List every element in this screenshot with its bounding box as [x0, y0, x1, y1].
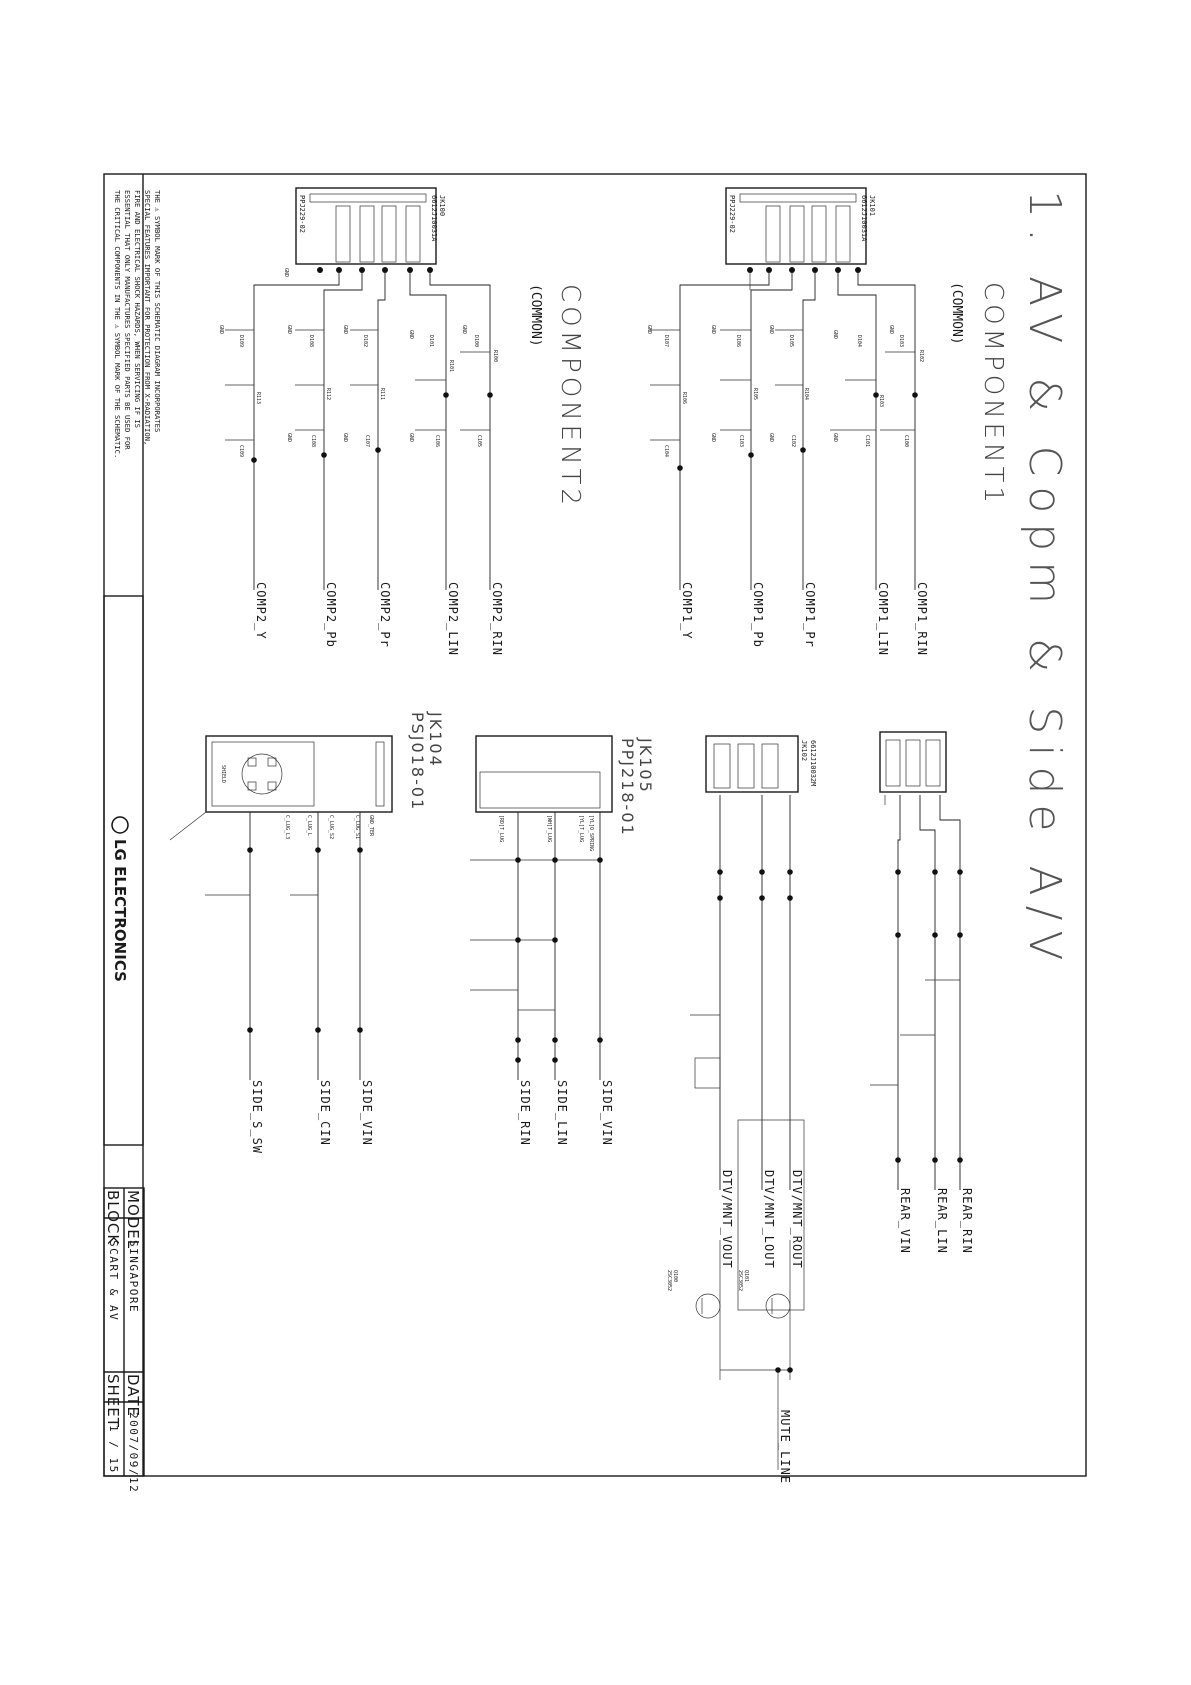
jk104-pin-l3: C_LUG_L3 [284, 815, 290, 840]
net-comp2-y: COMP2_Y [254, 582, 268, 640]
net-side-lin: SIDE_LIN [555, 1080, 569, 1146]
jk105-pin-2b: [WH]T_LUG [546, 815, 552, 843]
net-comp2-rin: COMP2_RIN [490, 582, 504, 657]
jk104-pin-l: C_LUG_L [306, 815, 312, 837]
part-d106: D106 [735, 335, 741, 348]
jk104-pin-s2: C_LUG_S2 [328, 815, 334, 840]
jk105-pin-2e: [RD]T_LUG [498, 815, 504, 843]
part-c109: C109 [238, 445, 244, 458]
note-line-2: SPECIAL FEATURES IMPORTANT FOR PROTECTION FROM X-RADIATION, [143, 190, 152, 446]
q100-part: 2SC3052 [666, 1270, 672, 1292]
comp1-net-labels [680, 582, 929, 656]
net-dtv-lout: DTV/MNT_LOUT [762, 1170, 776, 1269]
part-r104: R104 [803, 388, 809, 401]
part-d107: D107 [663, 335, 669, 348]
svg-text:GND: GND [342, 325, 348, 335]
note-line-1: THE ⚠ SYMBOL MARK OF THIS SCHEMATIC DIAGRAM INCORPORATES [153, 190, 162, 433]
jack-jk102 [706, 736, 817, 792]
part-d103: D103 [898, 335, 904, 348]
transistor-q101 [737, 1270, 790, 1318]
svg-text:GND: GND [832, 330, 838, 340]
transistor-q100 [666, 1270, 720, 1318]
jk105-wiring [470, 812, 600, 1080]
part-d104: D104 [856, 335, 862, 348]
part-d102: D102 [362, 335, 368, 348]
rear-wiring [870, 795, 960, 1190]
part-r100: R100 [492, 350, 498, 363]
jk105-net-labels [518, 1080, 614, 1146]
net-side-vin-a: SIDE_VIN [600, 1080, 614, 1146]
jk102-ref: JK102 [800, 740, 808, 762]
lg-logo [112, 817, 128, 833]
part-r113: R113 [255, 392, 261, 405]
comp1-parts [663, 335, 924, 457]
jk101-mfr: PPJ229-02 [728, 195, 736, 233]
dtv-net-labels [720, 1170, 804, 1484]
part-c104: C104 [663, 445, 669, 458]
svg-text:GND: GND [408, 330, 414, 340]
jk105-pin-3a: [YL]T_LUG [578, 815, 584, 843]
comp2-gnd-labels [218, 268, 467, 442]
svg-text:GND: GND [832, 433, 838, 443]
net-side-vin-s: SIDE_VIN [360, 1080, 374, 1146]
dtv-dots [717, 869, 793, 1373]
comp2-net-labels [254, 582, 504, 656]
part-c101: C101 [864, 435, 870, 448]
block-value: SCART & AV [107, 1240, 120, 1322]
net-dtv-vout: DTV/MNT_VOUT [720, 1170, 734, 1269]
title-block [104, 1188, 144, 1493]
part-d105: D105 [788, 335, 794, 348]
svg-text:GND: GND [710, 433, 716, 443]
jack-jk100 [296, 188, 446, 264]
svg-text:GND: GND [768, 433, 774, 443]
jk101-part: 6612J10031A [860, 195, 868, 242]
brand-logo-group [111, 817, 129, 982]
net-rear-vin: REAR_VIN [898, 1188, 912, 1254]
net-dtv-rout: DTV/MNT_ROUT [790, 1170, 804, 1269]
q101-part: 2SC3052 [737, 1270, 743, 1292]
jk100-ref: JK100 [438, 195, 446, 217]
part-r103: R103 [878, 395, 884, 408]
jk100-mfr: PPJ229-02 [298, 195, 306, 233]
component1-sub-group [949, 282, 964, 345]
sheet-label: SHEET [104, 1374, 122, 1428]
jack-jk101 [726, 188, 876, 264]
net-comp1-pr: COMP1_Pr [803, 582, 817, 648]
net-rear-lin: REAR_LIN [935, 1188, 949, 1254]
block-label: BLOCK [104, 1190, 122, 1246]
component1-subtitle: (COMMON) [949, 282, 964, 345]
svg-text:GND: GND [646, 325, 652, 335]
comp1-wiring [650, 270, 915, 590]
svg-text:GND: GND [283, 268, 289, 278]
sheet-title: 1. AV & Copm & Side A/V [1019, 190, 1070, 971]
jk104-dots [247, 847, 363, 1033]
part-r112: R112 [325, 388, 331, 401]
net-comp1-lin: COMP1_LIN [876, 582, 890, 657]
net-comp2-pb: COMP2_Pb [324, 582, 338, 648]
jk104-shield: SHIELD [220, 765, 226, 784]
part-c107: C107 [364, 435, 370, 448]
part-r111: R111 [379, 388, 385, 401]
svg-text:GND: GND [218, 325, 224, 335]
date-value: 2007/09/12 [127, 1412, 140, 1494]
date-label: DATE [124, 1374, 142, 1418]
net-mute-line: MUTE_LINE [778, 1410, 792, 1485]
component2-title: COMPONENT2 [555, 284, 585, 509]
component1-title: COMPONENT1 [978, 282, 1008, 507]
jk100-part: 6612J10031A [430, 195, 438, 242]
part-c102: C102 [790, 435, 796, 448]
sheet-border [104, 174, 1086, 1476]
part-c105: C105 [476, 435, 482, 448]
net-comp1-y: COMP1_Y [680, 582, 694, 640]
part-d100: D100 [473, 335, 479, 348]
component1-label-group [978, 282, 1008, 507]
jk105-dots [515, 857, 603, 1063]
svg-text:GND: GND [408, 433, 414, 443]
jack-jk105 [476, 736, 655, 851]
comp2-parts [238, 335, 498, 457]
note-line-5: THE CRITICAL COMPONENTS IN THE ⚠ SYMBOL MARK OF THE SCHEMATIC. [113, 190, 122, 459]
jk104-ref: JK104 [426, 712, 445, 768]
jk105-ref: JK105 [636, 738, 655, 794]
part-d108: D108 [308, 335, 314, 348]
component2-label-group [555, 284, 585, 509]
rear-net-labels [898, 1188, 974, 1254]
dtv-wiring [690, 795, 804, 1470]
net-comp1-rin: COMP1_RIN [915, 582, 929, 657]
component2-sub-group [528, 284, 543, 347]
safety-notes [113, 190, 162, 458]
net-side-rin: SIDE_RIN [518, 1080, 532, 1146]
q101-ref: Q101 [743, 1270, 749, 1283]
svg-text:GND: GND [888, 325, 894, 335]
note-line-3: FIRE AND ELECTRICAL SHOCK HAZARDS, WHEN SERVICING IF IS [133, 190, 142, 428]
comp2-wiring [225, 270, 490, 590]
model-value: SINGAPORE [127, 1240, 140, 1314]
jk101-ref: JK101 [868, 195, 876, 217]
part-r105: R105 [752, 388, 758, 401]
svg-text:GND: GND [768, 325, 774, 335]
jk105-pin-4a: [YL]O_SPRING [588, 815, 594, 852]
svg-text:GND: GND [461, 325, 467, 335]
part-c108: C108 [310, 435, 316, 448]
part-d109: D109 [238, 335, 244, 348]
jk104-pin-s1: C_LUG_S1 [354, 815, 360, 840]
net-rear-rin: REAR_RIN [960, 1188, 974, 1254]
q100-ref: Q100 [672, 1270, 678, 1283]
model-label: MODEL [124, 1190, 142, 1250]
rear-dots [895, 869, 963, 1163]
sheet-title-group [1019, 190, 1070, 971]
part-r102: R102 [918, 350, 924, 363]
svg-text:GND: GND [342, 433, 348, 443]
note-line-4: ESSENTIAL THAT ONLY MANUFACTURES SPECIFIED PARTS BE USED FOR [123, 190, 132, 450]
jk105-part: PPJ218-01 [618, 738, 637, 837]
jack-jk104 [206, 711, 445, 839]
part-c106: C106 [434, 435, 440, 448]
svg-text:GND: GND [710, 325, 716, 335]
svg-text:GND: GND [286, 433, 292, 443]
part-c103: C103 [738, 435, 744, 448]
part-r101: R101 [448, 360, 454, 373]
jk104-wiring [170, 812, 360, 1080]
net-side-cin: SIDE_CIN [318, 1080, 332, 1146]
component2-subtitle: (COMMON) [528, 284, 543, 347]
svg-text:GND: GND [286, 325, 292, 335]
jk104-net-labels [250, 1080, 374, 1154]
net-comp2-lin: COMP2_LIN [446, 582, 460, 657]
net-comp2-pr: COMP2_Pr [378, 582, 392, 648]
sheet-value: 1 / 15 [107, 1425, 120, 1474]
jk104-pin-gnd: GND_TER [368, 815, 374, 837]
net-side-s-sw: SIDE_S_SW [250, 1080, 264, 1155]
jack-rear [880, 732, 946, 792]
brand-name: LG ELECTRONICS [111, 839, 129, 982]
part-d101: D101 [428, 335, 434, 348]
jk104-part: PSJ018-01 [408, 712, 427, 812]
net-comp1-pb: COMP1_Pb [751, 582, 765, 648]
part-c100: C100 [903, 435, 909, 448]
jk102-part: 6612J10032M [809, 740, 817, 787]
part-r106: R106 [681, 392, 687, 405]
